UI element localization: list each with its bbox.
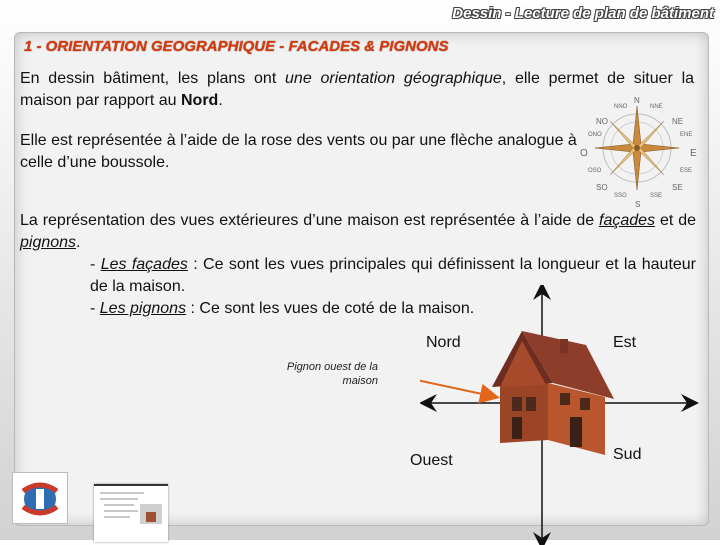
p1-bold-nord: Nord <box>180 92 219 109</box>
rose-se: SE <box>672 183 683 192</box>
p3-pignons: pignons <box>20 234 77 251</box>
p1-end: . <box>218 92 223 109</box>
label-ouest: Ouest <box>410 452 453 469</box>
item2-text: : Ce sont les vues de coté de la maison. <box>186 300 475 317</box>
label-nord: Nord <box>426 334 461 351</box>
p3-lead: La représentation des vues extérieures d’une maison est représentée à l’aide de <box>20 212 600 229</box>
section-heading: 1 - ORIENTATION GEOGRAPHIQUE - FACADES & PIGNONS <box>24 38 449 55</box>
rose-o: O <box>580 148 588 159</box>
rose-oso: OSO <box>588 168 602 174</box>
thumbnail-preview-icon <box>94 486 168 542</box>
rose-so: SO <box>596 183 608 192</box>
rose-n: N <box>634 96 640 105</box>
header-title: Dessin - Lecture de plan de bâtiment <box>452 5 714 22</box>
p1-lead: En dessin bâtiment, les plans ont <box>20 70 286 87</box>
p3-and: et de <box>655 212 696 229</box>
item1-prefix: - <box>90 256 101 273</box>
p1-mid: , elle permet de situer la maison par rapport au <box>20 70 695 109</box>
rose-ese: ESE <box>680 168 693 174</box>
gable-pointer-arrow <box>420 373 496 397</box>
compass-rose-icon <box>582 96 692 196</box>
rose-sso: SSO <box>614 193 627 199</box>
rose-s: S <box>635 200 641 209</box>
rose-e: E <box>690 148 697 159</box>
item1-text: : Ce sont les vues principales qui définissent la longueur et la hauteur de la maison. <box>90 256 697 295</box>
rose-nne: NNE <box>650 104 663 110</box>
rose-ono: ONO <box>588 132 602 138</box>
rose-ne: NE <box>672 117 684 126</box>
p3-end: . <box>76 234 81 251</box>
house-icon <box>492 331 614 455</box>
label-est: Est <box>613 334 637 351</box>
rose-no: NO <box>596 117 608 126</box>
school-logo <box>12 472 68 524</box>
rose-ene: ENE <box>680 132 693 138</box>
p1-emphasis: une orientation géographique <box>285 70 502 87</box>
rose-sse: SSE <box>650 193 663 199</box>
rose-nno: NNO <box>614 104 628 110</box>
item1-term: Les façades <box>100 256 188 273</box>
gable-label: Pignon ouest de la maison <box>286 361 378 387</box>
item2-prefix: - <box>90 300 100 317</box>
p3-facades: façades <box>599 212 656 229</box>
slide-thumbnail[interactable] <box>94 484 168 542</box>
orientation-diagram <box>420 285 720 545</box>
label-sud: Sud <box>613 446 642 463</box>
item2-term: Les pignons <box>99 300 187 317</box>
logo-icon <box>13 473 67 523</box>
paragraph-compass: Elle est représentée à l’aide de la rose des vents ou par une flèche analogue à celle d’une boussole. <box>20 132 577 171</box>
